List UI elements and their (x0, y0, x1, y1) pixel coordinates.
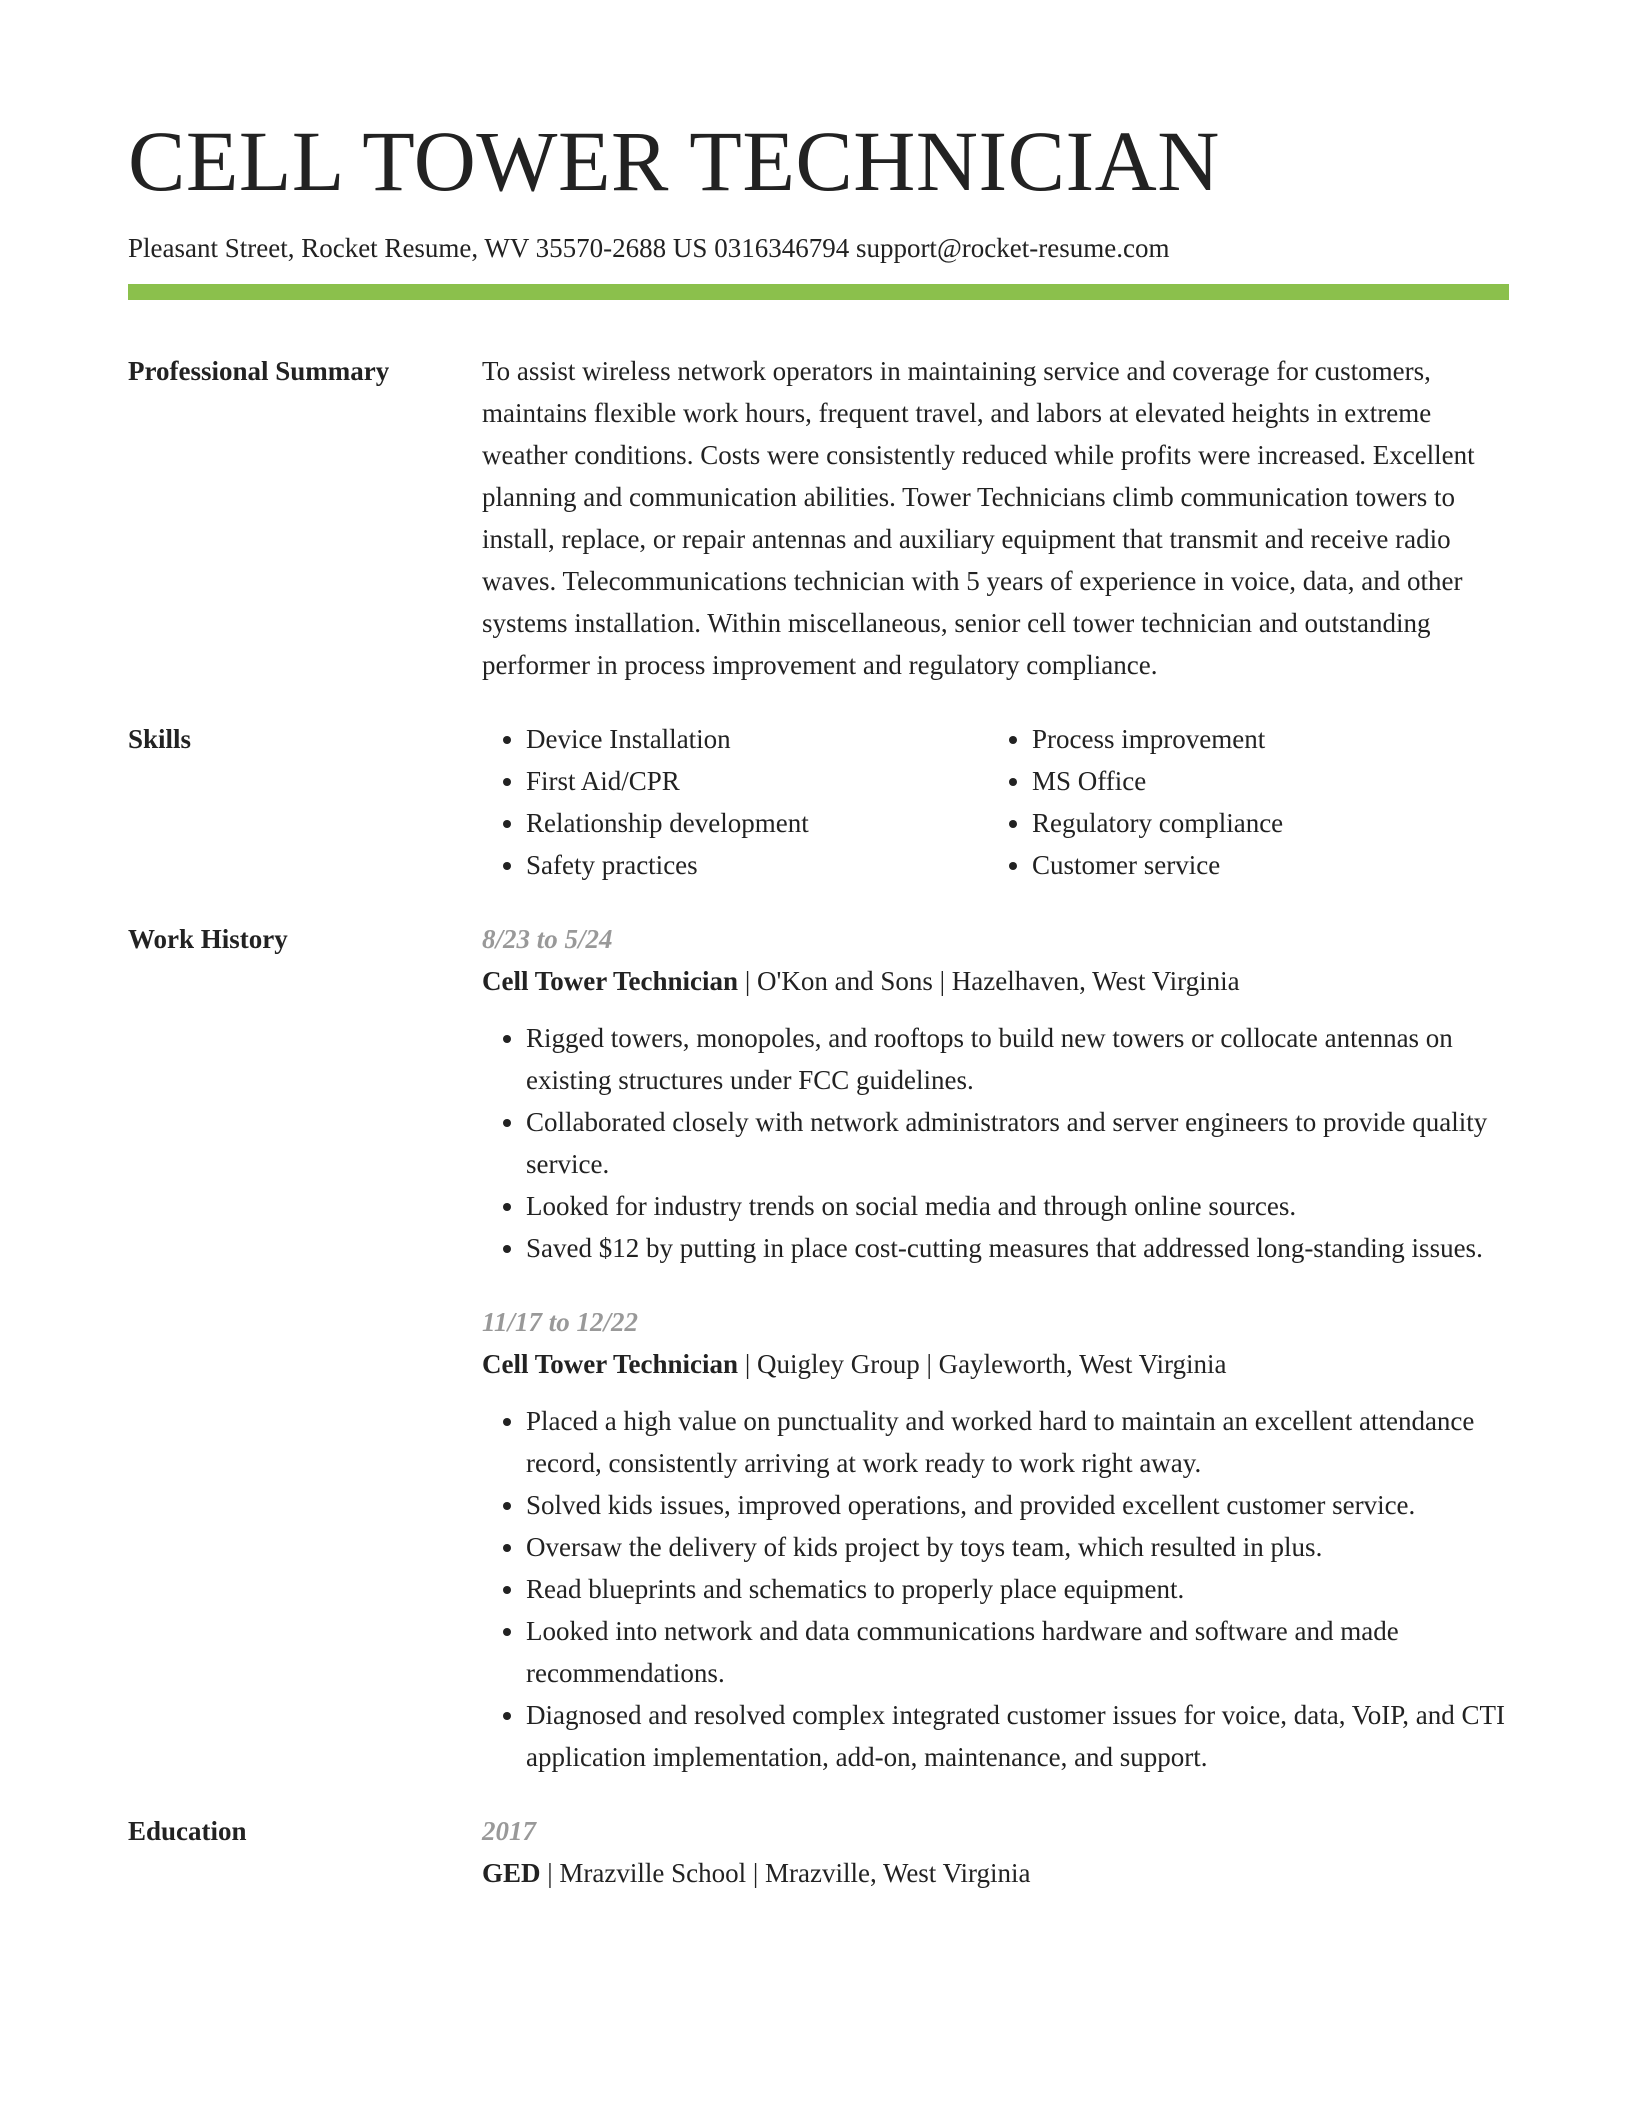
job-bullet: • Diagnosed and resolved complex integrated customer issues for voice, data, VoIP, and CTI application implementation, add-on, maintenance, and support. (526, 1694, 1509, 1778)
skill-item: • Relationship development (526, 802, 988, 844)
job-bullet: • Oversaw the delivery of kids project by toys team, which resulted in plus. (526, 1526, 1509, 1568)
job-company-location: | O'Kon and Sons | Hazelhaven, West Virginia (738, 966, 1240, 997)
resume-title: CELL TOWER TECHNICIAN (128, 113, 1220, 209)
job-entry (482, 1301, 1509, 1778)
skill-item: • Regulatory compliance (1032, 802, 1502, 844)
summary-section (128, 350, 1509, 686)
job-bullet: • Collaborated closely with network administrators and server engineers to provide quality service. (526, 1101, 1509, 1185)
job-title: Cell Tower Technician (482, 1349, 739, 1380)
job-header (482, 960, 1509, 1002)
skill-item: • Device Installation (526, 718, 988, 760)
skill-item: • Customer service (1032, 844, 1502, 886)
skills-column-2 (988, 718, 1502, 886)
skill-item: • First Aid/CPR (526, 760, 988, 802)
education-school-location: | Mrazville School | Mrazville, West Virginia (540, 1858, 1031, 1889)
skills-section (128, 718, 1509, 886)
contact-address: Pleasant Street, Rocket Resume, WV 35570-2688 US (128, 233, 708, 263)
job-company-location: | Quigley Group | Gayleworth, West Virginia (738, 1349, 1227, 1380)
job-bullet: • Looked into network and data communications hardware and software and made recommendations. (526, 1610, 1509, 1694)
education-line (482, 1852, 1509, 1894)
job-bullets (482, 1400, 1509, 1778)
job-bullet: • Looked for industry trends on social media and through online sources. (526, 1185, 1509, 1227)
job-title: Cell Tower Technician (482, 966, 739, 997)
education-degree: GED (482, 1858, 541, 1889)
education-year: 2017 (482, 1816, 536, 1847)
job-bullet: • Read blueprints and schematics to properly place equipment. (526, 1568, 1509, 1610)
skill-item: • Safety practices (526, 844, 988, 886)
contact-line (128, 232, 1509, 264)
skills-heading: Skills (128, 724, 192, 755)
job-bullet: • Rigged towers, monopoles, and rooftops to build new towers or collocate antennas on existing structures under FCC guidelines. (526, 1017, 1509, 1101)
summary-text: To assist wireless network operators in maintaining service and coverage for customers, maintains flexible work hours, frequent travel, and labors at elevated heights in extreme weather conditions. Costs were consistently reduced while profits were increased. Excellent planning and communication abilities. Tower Technicians climb communication towers to install, replace, or repair antennas and auxiliary equipment that transmit and receive radio waves. Telecommunications technician with 5 years of experience in voice, data, and other systems installation. Within miscellaneous, senior cell tower technician and outstanding performer in process improvement and regulatory compliance. (482, 356, 1475, 681)
work-history-section (128, 918, 1509, 1778)
skill-item: • MS Office (1032, 760, 1502, 802)
job-bullets (482, 1017, 1509, 1269)
header-divider (128, 284, 1509, 300)
job-bullet: • Placed a high value on punctuality and worked hard to maintain an excellent attendance record, consistently arriving at work ready to work right away. (526, 1400, 1509, 1484)
education-heading: Education (128, 1816, 247, 1847)
job-entry (482, 918, 1509, 1269)
job-bullet: • Solved kids issues, improved operations, and provided excellent customer service. (526, 1484, 1509, 1526)
summary-heading: Professional Summary (128, 356, 390, 387)
job-header (482, 1343, 1509, 1385)
skills-column-1 (482, 718, 988, 886)
contact-phone: 0316346794 (714, 233, 850, 263)
job-bullet: • Saved $12 by putting in place cost-cutting measures that addressed long-standing issues. (526, 1227, 1509, 1269)
job-dates: 11/17 to 12/22 (482, 1307, 639, 1338)
contact-email: support@rocket-resume.com (855, 233, 1170, 263)
work-history-heading: Work History (128, 924, 288, 955)
education-section (128, 1810, 1509, 1894)
skills-grid (482, 718, 1509, 886)
skill-item: • Process improvement (1032, 718, 1502, 760)
job-dates: 8/23 to 5/24 (482, 924, 613, 955)
